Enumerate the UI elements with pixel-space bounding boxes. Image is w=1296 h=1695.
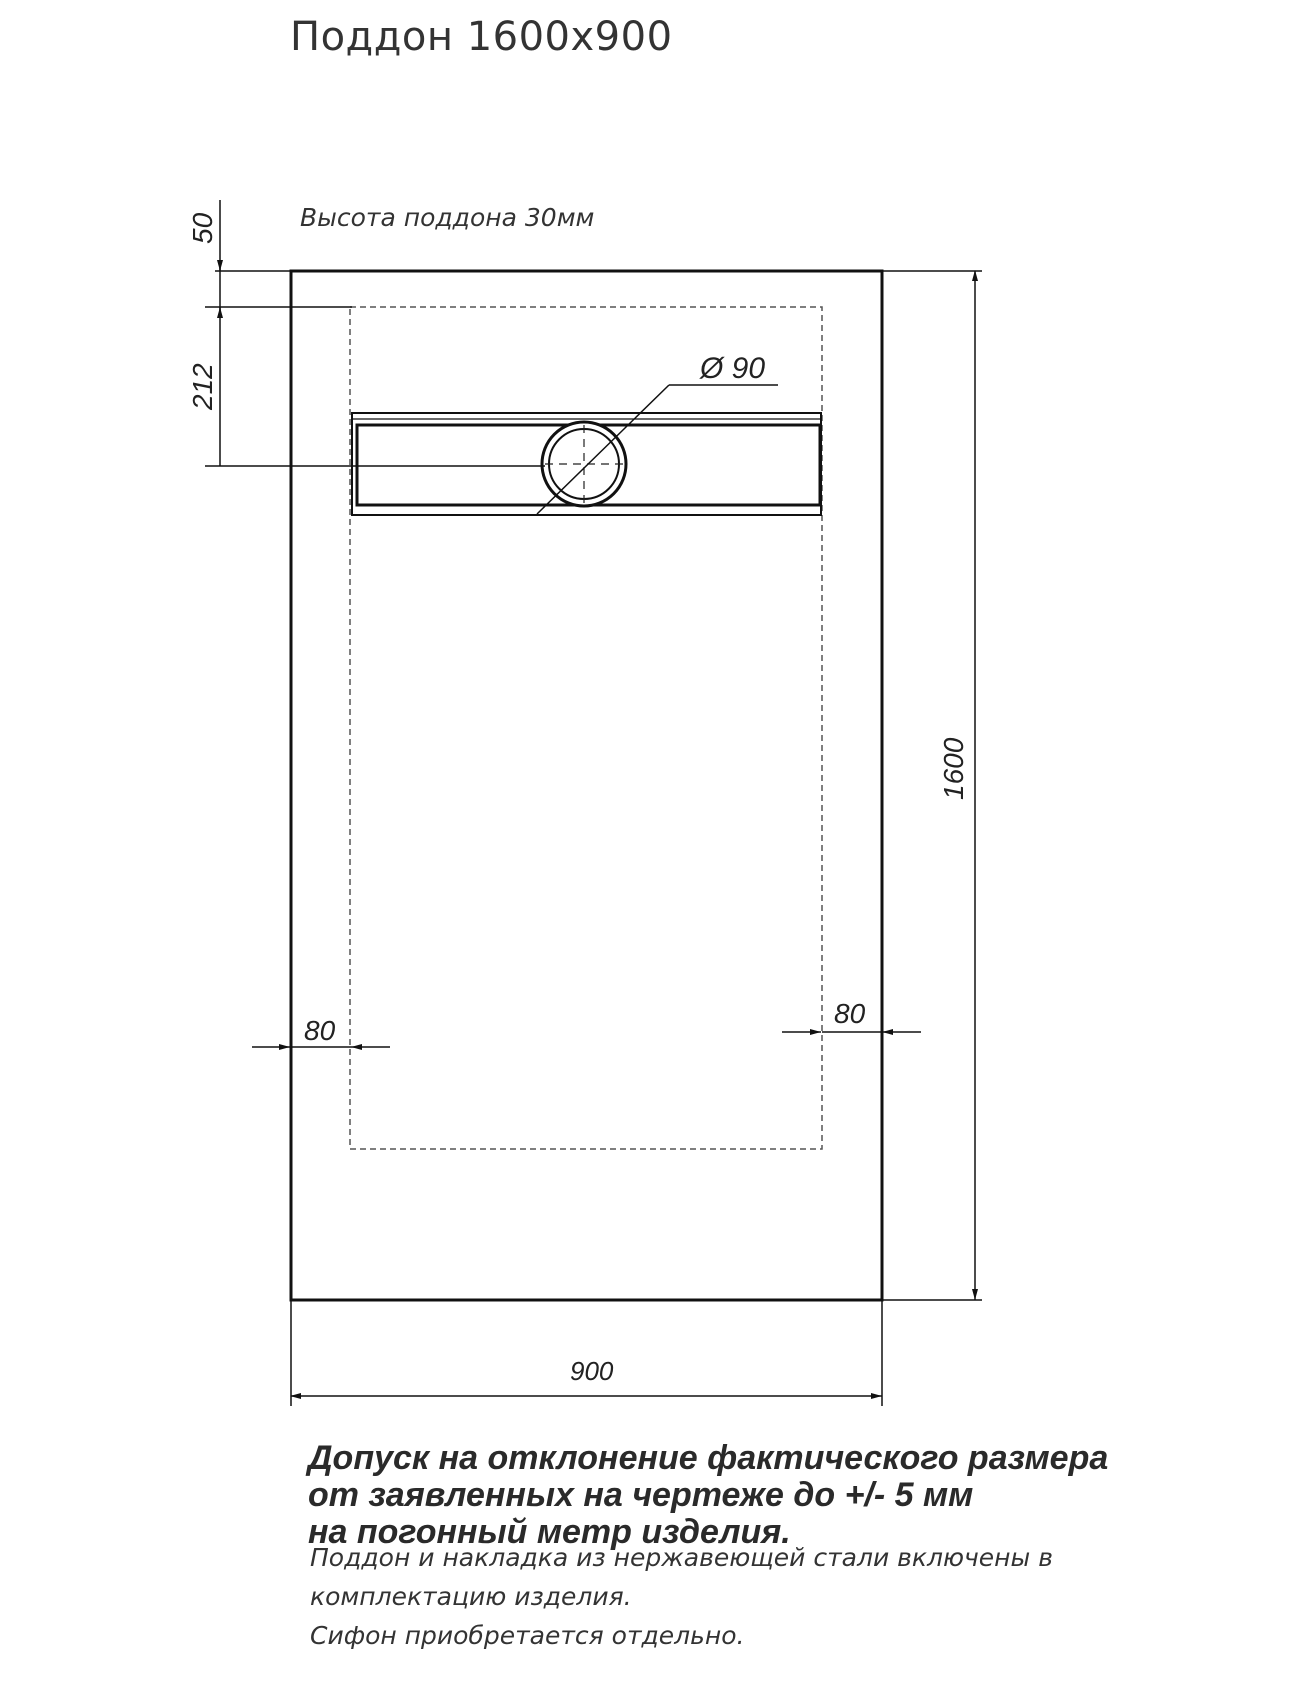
drain-offset-label: 212 bbox=[187, 363, 218, 410]
offset-top-label: 50 bbox=[187, 212, 218, 244]
height-note: Высота поддона 30мм bbox=[300, 203, 595, 232]
footnote-line: Сифон приобретается отдельно. bbox=[310, 1621, 745, 1650]
tolerance-line: Допуск на отклонение фактического размера bbox=[308, 1439, 1109, 1477]
tolerance-note bbox=[308, 1440, 1108, 1551]
footnote-line: комплектацию изделия. bbox=[310, 1582, 632, 1611]
width-dimension bbox=[291, 1300, 882, 1406]
drain-diameter-label: Ø 90 bbox=[700, 352, 766, 385]
drain-icon bbox=[537, 385, 778, 514]
width-label: 900 bbox=[570, 1356, 614, 1386]
length-label: 1600 bbox=[938, 737, 969, 800]
footnote-line: Поддон и накладка из нержавеющей стали включены в bbox=[310, 1543, 1053, 1572]
page-title: Поддон 1600х900 bbox=[290, 14, 673, 60]
footnote bbox=[310, 1538, 1053, 1655]
tolerance-line: от заявленных на чертеже до +/- 5 мм bbox=[308, 1476, 974, 1514]
tolerance-line: на погонный метр изделия. bbox=[308, 1513, 791, 1551]
border-right-label: 80 bbox=[834, 998, 866, 1029]
border-left-label: 80 bbox=[304, 1015, 336, 1046]
